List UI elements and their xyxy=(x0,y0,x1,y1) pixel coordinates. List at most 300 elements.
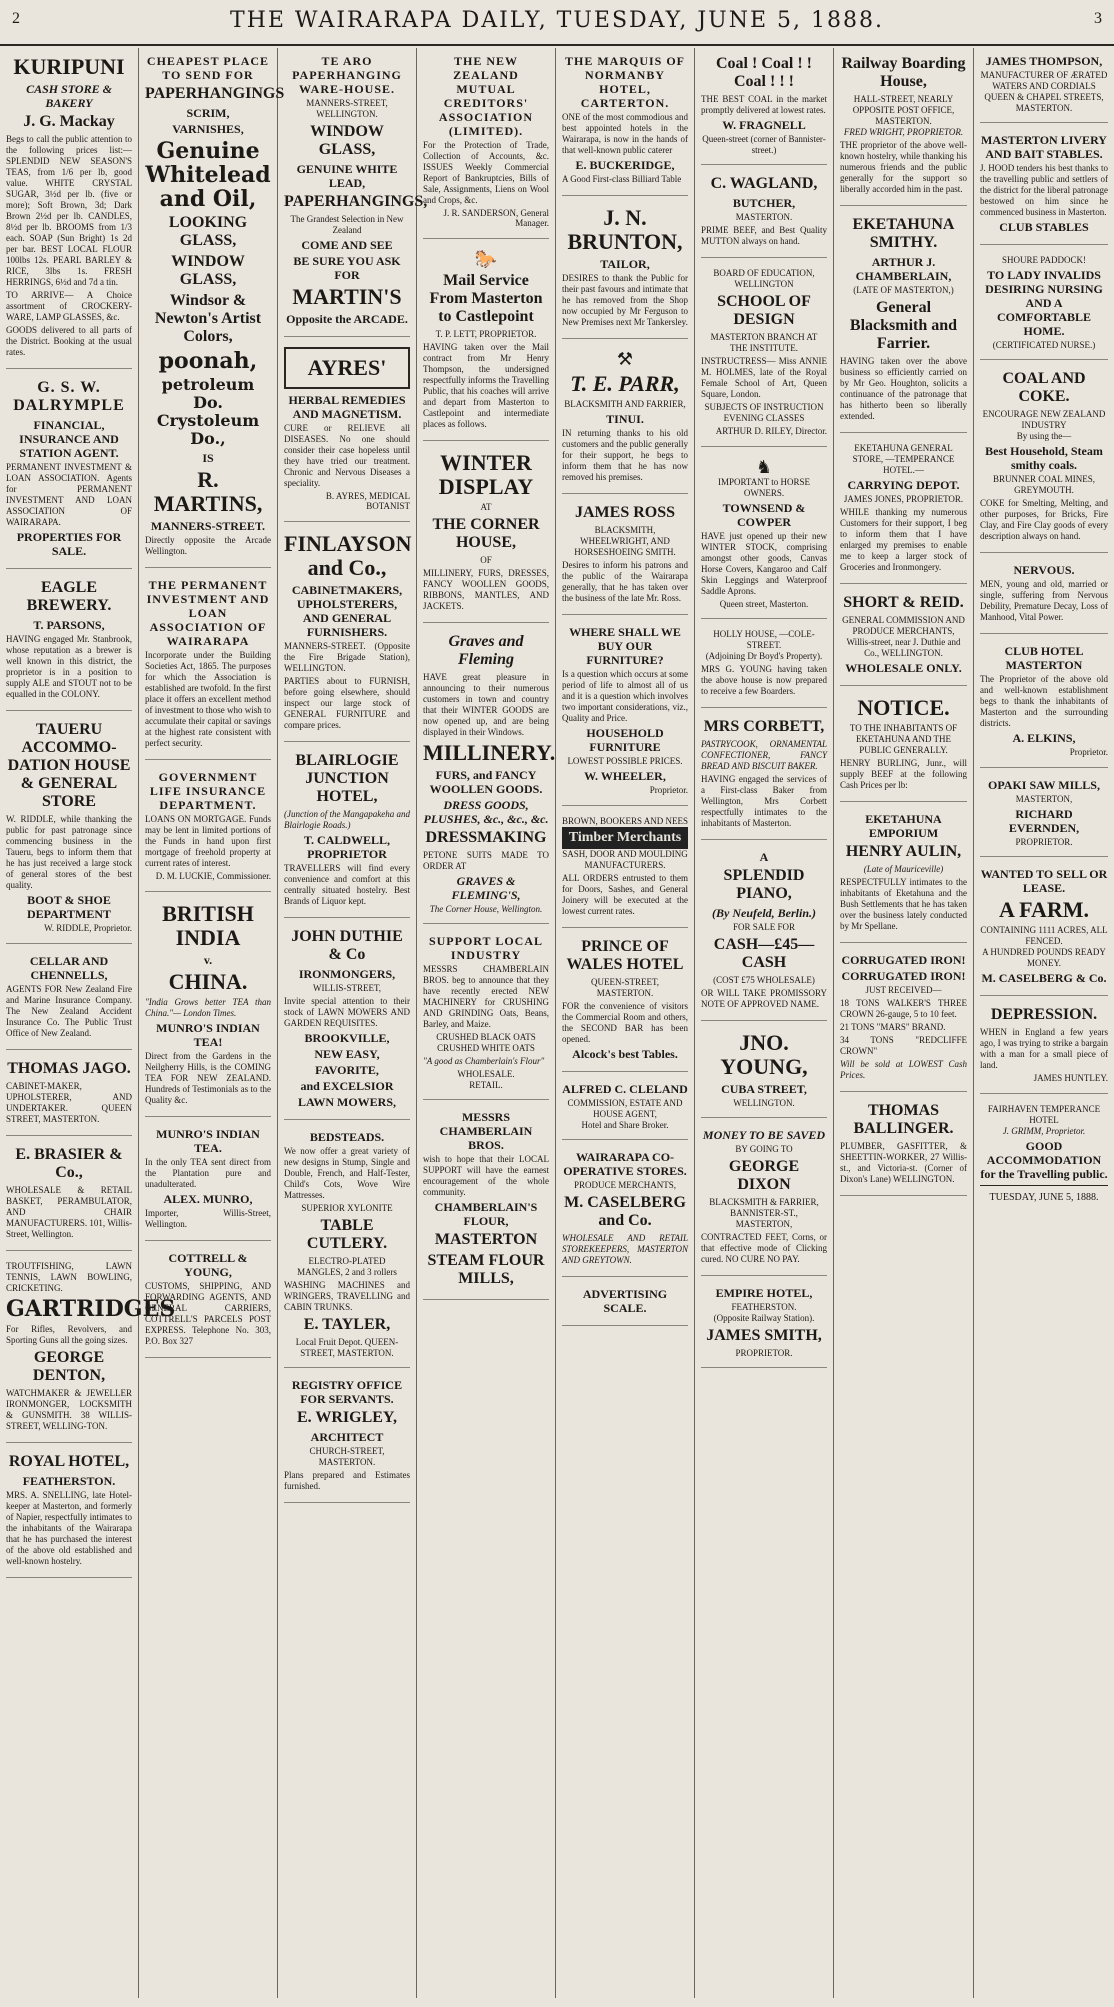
ad-wagland-butcher xyxy=(701,175,827,258)
ad-body: Direct from the Gardens in the Neilgherry Hills, is the COMING TEA FOR NEW ZEALAND. Hundreds of Testimonials as to the Quality &c. xyxy=(145,1051,271,1105)
ad-title: THE NEW ZEALAND MUTUAL CREDITORS' ASSOCIATION (LIMITED). xyxy=(438,54,534,138)
ad-body: GOOD ACCOMMODATION for the Travelling public. xyxy=(980,1139,1108,1181)
ad-versus: v. xyxy=(203,953,213,967)
ad-line: 34 TONS "REDCLIFFE CROWN" xyxy=(840,1035,967,1056)
ad-quote: "India Grows better TEA than China."— London Times. xyxy=(145,997,271,1018)
ad-line: TABLE CUTLERY. xyxy=(306,1217,388,1252)
ad-line: CRUSHED BLACK OATS xyxy=(436,1032,536,1042)
ad-title: SPLENDID PIANO, xyxy=(723,867,805,902)
ad-body: For Rifles, Revolvers, and Sporting Guns all the going sizes. xyxy=(6,1324,132,1345)
ad-title-2: CHINA. xyxy=(168,969,248,994)
ad-subtitle: TAILOR, xyxy=(600,257,650,271)
ad-signature: PROPRIETOR. xyxy=(1015,837,1073,847)
ad-body: W. RIDDLE, while thanking the public for past patronage since commencing business in the Taueru, begs to inform them that he has just received a large stock of general stores of the best quality. xyxy=(6,814,132,890)
ad-title: EKETAHUNA GENERAL STORE, —TEMPERANCE HOTEL.— xyxy=(852,443,955,475)
ad-coal xyxy=(701,55,827,165)
ad-subtitle: Hotel and Share Broker. xyxy=(581,1120,669,1130)
ad-farm-for-sale xyxy=(980,867,1108,996)
ad-body: CONTAINING 1111 ACRES, ALL FENCED. xyxy=(980,925,1108,946)
ad-splendid-piano xyxy=(701,850,827,1021)
ad-subtitle: PRODUCE MERCHANTS, xyxy=(573,1180,676,1190)
ad-line: PAPERHANGINGS xyxy=(145,85,285,102)
ad-body: PERMANENT INVESTMENT & LOAN ASSOCIATION. Agents for PERMANENT INVESTMENT AND LOAN ASSOCIATION OF WAIRARAPA. xyxy=(6,462,132,527)
ad-title: Mail Service From Masterton to Castlepoint xyxy=(429,272,543,325)
ad-fairhaven-hotel xyxy=(980,1104,1108,1211)
ad-title: OPAKI SAW MILLS, xyxy=(988,778,1100,792)
ad-signature: Proprietor. xyxy=(1069,747,1108,757)
ad-body: ALL ORDERS entrusted to them for Doors, Sashes, and General Joinery will be executed at the lowest current rates. xyxy=(562,873,688,916)
ad-line: SCRIM, xyxy=(186,106,230,120)
ad-body: We now offer a great variety of new designs in Stump, Single and Double, French, and Half-Tester, Child's Cots, Wove Wire Mattresses. xyxy=(284,1146,410,1200)
ad-subtitle: SUPERIOR XYLONITE xyxy=(301,1203,393,1213)
ad-subtitle: MUNRO'S INDIAN TEA! xyxy=(156,1021,260,1049)
ad-name: GEORGE DIXON xyxy=(728,1158,800,1193)
ad-line: Genuine Whitelead and Oil, xyxy=(145,138,271,212)
ad-british-india-tea xyxy=(145,902,271,1117)
ad-title: CORRUGATED IRON! xyxy=(841,953,966,967)
ad-tail: Will be sold at LOWEST Cash Prices. xyxy=(840,1059,967,1080)
ad-name: W. WHEELER, xyxy=(584,769,666,783)
ad-name: R. MARTINS, xyxy=(153,467,263,516)
ad-line: and EXCELSIOR xyxy=(300,1079,394,1093)
ad-line: FOR SALE FOR xyxy=(732,922,795,932)
ad-line: A xyxy=(759,850,769,864)
ad-subtitle: SASH, DOOR AND MOULDING MANUFACTURERS. xyxy=(562,849,688,870)
ad-subtitle: (LATE OF MASTERTON,) xyxy=(853,285,954,295)
ad-name: RICHARD EVERNDEN, xyxy=(1008,807,1080,835)
ad-line: IS xyxy=(202,451,214,465)
ad-title: NOTICE. xyxy=(857,695,950,720)
ad-body: PRIME BEEF, and Best Quality MUTTON always on hand. xyxy=(701,225,827,246)
ad-name: E. BUCKERIDGE, xyxy=(575,158,675,172)
ad-bedsteads xyxy=(284,1130,410,1368)
ad-name: A. ELKINS, xyxy=(1012,731,1076,745)
ad-address: Queen-street (corner of Bannister-street.) xyxy=(702,134,826,155)
ad-mail-service xyxy=(423,249,549,441)
ad-address: QUEEN & CHAPEL STREETS, MASTERTON. xyxy=(984,92,1104,113)
ad-title: Graves and Fleming xyxy=(448,633,524,668)
ad-line: WINDOW GLASS, xyxy=(310,123,384,158)
ad-subtitle: BOOT & SHOE DEPARTMENT xyxy=(26,893,112,921)
ad-body: COKE for Smelting, Melting, and other purposes, for Bricks, Fire Clay, and Fire Clay goods of every description always on hand. xyxy=(980,498,1108,541)
ad-signature: Proprietor. xyxy=(649,785,688,795)
ad-address: MASTERTON. xyxy=(735,212,793,222)
ad-title: THOMAS JAGO. xyxy=(7,1060,131,1077)
column-3 xyxy=(278,48,428,1998)
ad-list-heading: PROPERTIES FOR SALE. xyxy=(16,530,122,558)
ad-address: HALL-STREET, NEARLY OPPOSITE POST OFFICE, MASTERTON. xyxy=(852,94,955,126)
ad-body: INSTRUCTRESS— Miss ANNIE M. HOLMES, late of the Royal Female School of Art, Queen Square, London. xyxy=(701,356,827,399)
ad-title: EAGLE BREWERY. xyxy=(26,579,112,614)
ad-body: Directly opposite the Arcade Wellington. xyxy=(145,535,271,556)
ad-name: W. FRAGNELL xyxy=(722,118,806,132)
ad-title: BRITISH INDIA xyxy=(162,901,254,950)
ad-tail: STEAM FLOUR MILLS, xyxy=(427,1252,545,1287)
ad-holly-house xyxy=(701,629,827,708)
ad-price: CASH—£45—CASH xyxy=(713,936,815,971)
ad-marquis-normanby xyxy=(562,54,688,196)
ad-body: PETONE SUITS MADE TO ORDER AT xyxy=(423,850,549,871)
ad-title: AYRES' xyxy=(307,355,387,380)
ad-title: COAL AND COKE. xyxy=(1002,370,1086,405)
ad-name: T. CALDWELL, PROPRIETOR xyxy=(303,833,391,861)
ad-subtitle: (CERTIFICATED NURSE.) xyxy=(992,340,1096,350)
ad-subtitle: ARCHITECT xyxy=(310,1430,384,1444)
ad-line: 18 TONS WALKER'S THREE CROWN 26-gauge, 5 to 10 feet. xyxy=(840,998,967,1019)
ad-line: WINDOW GLASS, xyxy=(171,253,245,288)
ad-address: MASTERTON, xyxy=(1015,794,1073,804)
ad-title: THE MARQUIS OF NORMANBY HOTEL, CARTERTON. xyxy=(564,54,685,110)
ad-cottrell-young xyxy=(145,1251,271,1358)
ad-line: 21 TONS "MARS" BRAND. xyxy=(840,1022,946,1032)
ad-brasier xyxy=(6,1146,132,1251)
ad-address: Queen street, Masterton. xyxy=(719,599,809,609)
ad-subtitle: WHOLESALE. xyxy=(457,1069,515,1079)
ad-name: MARTIN'S xyxy=(292,284,402,309)
ad-title: SHOURE PADDOCK! xyxy=(1002,255,1086,265)
ad-firm: GRAVES & FLEMING'S, xyxy=(451,874,521,902)
ad-mutual-creditors xyxy=(423,54,549,239)
ad-name: ARTHUR J. CHAMBERLAIN, xyxy=(855,255,952,283)
column-8 xyxy=(974,48,1114,1998)
ad-subtitle: (Opposite Railway Station). xyxy=(713,1313,815,1323)
ad-line: VARNISHES, xyxy=(172,122,244,136)
ad-subtitle: EVENING CLASSES xyxy=(723,413,805,423)
ad-body: ONE of the most commodious and best appointed hotels in the Wairarapa, is now in the hands of that well-known public caterer xyxy=(562,112,688,155)
ad-body: Desires to inform his patrons and the public of the Wairarapa generally, that he has taken over the business of the late Mr. Ross. xyxy=(562,560,688,603)
footer-date: TUESDAY, JUNE 5, 1888. xyxy=(989,1192,1099,1203)
ad-subtitle: Timber Merchants xyxy=(562,827,688,849)
ad-title: ALFRED C. CLELAND xyxy=(562,1082,688,1096)
ad-address: Willis-street, near J. Duthie and Co., WELLINGTON. xyxy=(846,637,961,658)
ad-body: WHILE thanking my numerous Customers for their support, I beg to inform them that I have enlarged my premises to enable me to keep a larger stock of Groceries and Ironmongery. xyxy=(840,507,967,572)
ad-body: The Proprietor of the above old and well-known establishment begs to thank the inhabitants of Masterton and the surrounding districts. xyxy=(980,674,1108,728)
ad-body: Incorporate under the Building Societies Act, 1865. The purposes for which the Association is established are twofold. In the first place it offers an excellent method of investment to those who wish to accumulate their capital or savings at the highest rate consistent with perfect security. xyxy=(145,650,271,748)
ad-title: E. BRASIER & Co., xyxy=(15,1146,123,1181)
ad-depression xyxy=(980,1006,1108,1094)
ad-body: MRS G. YOUNG having taken the above house is now prepared to receive a few Boarders. xyxy=(701,664,827,696)
ad-eagle-brewery xyxy=(6,579,132,711)
ad-pretext: TROUTFISHING, LAWN TENNIS, LAWN BOWLING, CRICKETING. xyxy=(6,1261,132,1293)
ad-title: BOARD OF EDUCATION, WELLINGTON xyxy=(713,268,815,289)
ad-name: MASTERTON xyxy=(434,1231,538,1248)
ad-subtitle: LOWEST POSSIBLE PRICES. xyxy=(567,756,683,766)
ad-title: PRINCE OF WALES HOTEL xyxy=(566,938,684,973)
ad-address: WELLINGTON. xyxy=(733,1098,795,1108)
ad-subtitle: RETAIL. xyxy=(469,1080,503,1090)
ad-prince-of-wales xyxy=(562,938,688,1072)
ad-cleland xyxy=(562,1082,688,1140)
ad-timber-merchants xyxy=(562,816,688,928)
column-6 xyxy=(695,48,834,1998)
ad-subtitle: JUST RECEIVED— xyxy=(865,985,942,995)
ad-address: Importer, Willis-Street, Wellington. xyxy=(145,1208,271,1229)
ad-title: BROWN, BOOKERS AND NEES xyxy=(562,816,689,826)
ad-body: HAVE just opened up their new WINTER STOCK, comprising amongst other goods, Canvas Horse Covers, Kangaroo and Calf Skin Leggings and Waterproof Saddle Aprons. xyxy=(701,531,827,596)
ad-body: WHEN in England a few years ago, I was trying to strike a bargain with a man for a small piece of land. xyxy=(980,1027,1108,1070)
ad-signature: ARTHUR D. RILEY, Director. xyxy=(715,426,827,436)
ad-subtitle: CABINETMAKERS, UPHOLSTERERS, AND GENERAL FURNISHERS. xyxy=(291,583,403,639)
ad-body: In the only TEA sent direct from the Plantation pure and unadulterated. xyxy=(145,1157,271,1189)
ad-title: WANTED TO SELL OR LEASE. xyxy=(980,867,1108,895)
ad-body: PLUMBER, GASFITTER, & SHEETTIN-WORKER, 27 Willis-st., and Victoria-st. (Corner of Dixon's Lane) WELLINGTON. xyxy=(840,1141,967,1184)
anvil-icon: ⚒ xyxy=(616,349,634,369)
ad-subtitle: MANUFACTURER OF ÆRATED WATERS AND CORDIALS xyxy=(980,70,1108,91)
ad-nervous xyxy=(980,563,1108,634)
ad-martins-paperhangings xyxy=(145,54,285,568)
saddle-icon: ♞ xyxy=(755,457,773,477)
ad-tail: A HUNDRED POUNDS READY MONEY. xyxy=(982,947,1106,968)
ad-body: MRS. A. SNELLING, late Hotel-keeper at Masterton, and formerly of Napier, respectfully intimates to the inhabitants of the Wairarapa that he has purchased the interest of the above old established and well-known hostelry. xyxy=(6,1490,132,1566)
ad-signature: W. RIDDLE, Proprietor. xyxy=(44,923,132,933)
ad-title: Railway Boarding House, xyxy=(841,55,966,90)
ad-title: JOHN DUTHIE & Co xyxy=(291,928,403,963)
ad-title: EKETAHUNA EMPORIUM xyxy=(865,812,942,840)
ad-body: Begs to call the public attention to the following prices list:— SPLENDID NEW SEASON'S TEAS, from 1/6 per lb, good value. WHITE CRYSTAL SUGAR, 3½d per lb. (five or more); Soft Brown, 3d; Dark Brown 2½d per lb. CANDLES, 8½d per lb. BROOMS from 1/3 each. SOAP (Sun Bright) 1s 2d per bar. BEST LOCAL FLOUR 100lbs 12s. PEARL BARLEY & RICE, 3lbs 1s. FRESH HERRINGS, 6½d and 7d a tin. xyxy=(6,134,132,287)
ad-shoure-paddock xyxy=(980,255,1108,360)
ad-line: petroleum Do. Crystoleum Do., xyxy=(156,375,260,448)
ad-body: THE BEST COAL in the market promptly delivered at lowest rates. xyxy=(701,94,827,115)
ad-subtitle: DRESS GOODS, PLUSHES, &c., &c., &c. xyxy=(423,798,549,826)
ad-title: IMPORTANT to HORSE OWNERS. xyxy=(717,477,811,498)
ad-name: J. GRIMM, Proprietor. xyxy=(1002,1126,1086,1136)
ad-subtitle: HERBAL REMEDIES AND MAGNETISM. xyxy=(288,393,406,421)
ad-title: THOMAS BALLINGER. xyxy=(853,1102,954,1137)
ad-george-dixon xyxy=(701,1128,827,1276)
ad-signature: J. R. SANDERSON, General Manager. xyxy=(443,208,549,228)
ad-govt-life-insurance xyxy=(145,770,271,892)
ad-body: MILLINERY, FURS, DRESSES, FANCY WOOLLEN GOODS, RIBBONS, MANTLES, AND JACKETS. xyxy=(423,568,549,611)
ad-empire-hotel xyxy=(701,1286,827,1368)
ad-subtitle: COMMISSION, ESTATE AND HOUSE AGENT, xyxy=(567,1098,683,1119)
ad-body: wish to hope that their LOCAL SUPPORT will have the earnest encouragement of the whole community. xyxy=(423,1154,549,1197)
ad-body: RESPECTFULLY intimates to the inhabitants of Eketahuna and the Bush Settlements that he has taken over the business lately conducted by Mr Spellane. xyxy=(840,877,967,931)
ad-line: ELECTRO-PLATED xyxy=(308,1256,386,1266)
ad-title: SHORT & REID. xyxy=(843,594,964,611)
ad-signature: PROPRIETOR. xyxy=(735,1348,793,1358)
ad-subtitle: Best Household, Steam smithy coals. xyxy=(985,444,1103,472)
column-2 xyxy=(139,48,285,1998)
ad-subtitle: TO THE INHABITANTS OF EKETAHUNA AND THE PUBLIC GENERALLY. xyxy=(849,723,958,755)
ad-body: CUSTOMS, SHIPPING, AND FORWARDING AGENTS, AND GENERAL CARRIERS, COTTRELL'S PARCELS POST EXPRESS. Telephone No. 303, P.O. Box 327 xyxy=(145,1281,271,1346)
ad-title: MRS CORBETT, xyxy=(703,718,825,735)
ad-body: IN returning thanks to his old customers and the public generally for their support, he begs to inform them that he has now removed his premises. xyxy=(562,428,688,482)
ad-title: CELLAR AND CHENNELLS, xyxy=(29,954,109,982)
ad-subtitle: DRESSMAKING xyxy=(425,829,547,846)
ad-body: GOODS delivered to all parts of the District. Booking at the usual rates. xyxy=(6,325,132,357)
ad-john-duthie xyxy=(284,928,410,1120)
ad-title: WHERE SHALL WE BUY OUR FURNITURE? xyxy=(569,625,681,667)
ad-te-aro-warehouse xyxy=(284,54,428,337)
ad-title-2: CORRUGATED IRON! xyxy=(841,969,966,983)
ad-name: T. PARSONS, xyxy=(33,618,105,632)
ad-title: HOLLY HOUSE, —COLE-STREET. xyxy=(713,629,815,650)
ad-body: CONTRACTED FEET, Corns, or that effective mode of Clicking cured. NO CURE NO PAY. xyxy=(701,1232,827,1264)
ad-line: The Grandest Selection in New Zealand xyxy=(290,214,404,235)
ad-line: COME AND SEE xyxy=(301,238,393,252)
ad-title: FAIRHAVEN TEMPERANCE HOTEL xyxy=(987,1104,1101,1125)
ad-subtitle: MANNERS-STREET, WELLINGTON. xyxy=(306,98,388,119)
ad-title: MESSRS CHAMBERLAIN BROS. xyxy=(439,1110,533,1152)
ad-body: Invite special attention to their stock of LAWN MOWERS AND GARDEN REQUISITES. xyxy=(284,996,410,1028)
ad-club-hotel xyxy=(980,644,1108,768)
ad-james-ross xyxy=(562,504,688,615)
ad-signature: B. AYRES, MEDICAL BOTANIST xyxy=(325,491,410,511)
ad-title: Coal ! Coal ! ! Coal ! ! ! xyxy=(716,55,812,90)
ad-title: JNO. YOUNG, xyxy=(720,1030,808,1079)
ad-title: WINTER DISPLAY xyxy=(438,450,534,499)
column-1 xyxy=(0,48,176,1998)
ad-address: BLACKSMITH & FARRIER, BANNISTER-ST., MASTERTON, xyxy=(709,1197,819,1229)
page-number-left: 2 xyxy=(12,10,20,27)
ad-finlayson xyxy=(284,532,410,742)
ad-name: FRED WRIGHT, PROPRIETOR. xyxy=(843,127,964,137)
ad-corrugated-iron xyxy=(840,953,967,1092)
ad-furniture xyxy=(562,625,688,806)
ad-title: TE ARO PAPERHANGING WARE-HOUSE. xyxy=(292,54,402,96)
ad-subtitle: A FARM. xyxy=(998,897,1090,922)
ad-title: FINLAYSON and Co., xyxy=(284,531,412,580)
ad-coal-and-coke xyxy=(980,370,1108,553)
ad-subtitle: By using the— xyxy=(1016,431,1072,441)
ad-title: WAIRARAPA CO-OPERATIVE STORES. xyxy=(563,1150,687,1178)
ad-signature: JAMES HUNTLEY. xyxy=(1033,1073,1108,1083)
ad-address: WATCHMAKER & JEWELLER IRONMONGER, LOCKSMITH & GUNSMITH. 38 WILLIS-STREET, WELLING-TON. xyxy=(6,1388,132,1431)
ad-name: J. G. Mackay xyxy=(23,113,115,130)
ad-title: JAMES THOMPSON, xyxy=(985,54,1103,68)
ad-address: WHOLESALE AND RETAIL STOREKEEPERS, MASTERTON AND GREYTOWN. xyxy=(562,1233,688,1265)
ad-railway-boarding xyxy=(840,55,967,206)
ad-quote: "A good as Chamberlain's Flour" xyxy=(423,1056,545,1066)
ad-subtitle: Alcock's best Tables. xyxy=(572,1047,678,1061)
ad-body: AGENTS FOR New Zealand Fire and Marine Insurance Company. The New Zealand Accident Insurance Co. The Public Trust Office of New Zealand. xyxy=(6,984,132,1038)
ad-line: CRUSHED WHITE OATS xyxy=(437,1043,535,1053)
ad-line: BE SURE YOU ASK FOR xyxy=(293,254,401,282)
ad-body: For the Protection of Trade, Collection of Accounts, &c. ISSUES Weekly Commercial Report of Bankruptcies, Bills of Sale, Assignments, Liens on Wool and Crops, &c. xyxy=(423,140,549,205)
ad-title: JAMES ROSS xyxy=(574,504,676,521)
ad-subtitle: MASTERTON BRANCH AT THE INSTITUTE. xyxy=(710,332,818,353)
ad-subtitle: General Blacksmith and Farrier. xyxy=(849,299,958,352)
ad-wrigley xyxy=(284,1378,410,1503)
ad-body: HAVING taken over the Mail contract from Mr Henry Thompson, the undersigned respectfully informs the Travelling Public, that his coaches will arrive and depart from Masterton to Castlepoint and intermediate places as follows. xyxy=(423,342,549,429)
ad-name: HENRY AULIN, xyxy=(845,843,962,860)
ad-body: WHOLESALE & RETAIL BASKET, PERAMBULATOR, AND CHAIR MANUFACTURERS. 101, Willis-Street, Wellington. xyxy=(6,1185,132,1239)
ad-body: HAVING taken over the above business so efficiently carried on by Mr Geo. Houghton, solicits a continuance of the patronage that has hitherto been so liberally extended. xyxy=(840,356,967,421)
ad-body: FOR the convenience of visitors the Commercial Room and others, the SECOND BAR has been opened. xyxy=(562,1001,688,1044)
ad-jno-young xyxy=(701,1031,827,1118)
ad-parr-blacksmith xyxy=(562,349,688,494)
ad-title: MASTERTON LIVERY AND BAIT STABLES. xyxy=(981,133,1107,161)
masthead xyxy=(0,0,1114,46)
ad-title: COTTRELL & YOUNG, xyxy=(168,1251,248,1279)
column-4 xyxy=(417,48,556,1998)
ad-name: T. P. LETT, PROPRIETOR. xyxy=(435,329,537,339)
ad-subtitle: FINANCIAL, INSURANCE AND STATION AGENT. xyxy=(19,418,119,460)
ad-dalrymple xyxy=(6,379,132,569)
ad-title: CHEAPEST PLACE TO SEND FOR xyxy=(146,54,270,82)
ad-body: CABINET-MAKER, UPHOLSTERER, AND UNDERTAKER. QUEEN STREET, MASTERTON. xyxy=(6,1081,132,1124)
ad-title: ADVERTISING SCALE. xyxy=(582,1287,668,1315)
ad-name: E. WRIGLEY, xyxy=(296,1409,398,1426)
ad-subtitle: SCHOOL OF DESIGN xyxy=(717,293,811,328)
ad-tail: A Good First-class Billiard Table xyxy=(562,174,682,184)
ad-body: TO ARRIVE— A Choice assortment of CROCKERY-WARE, LAMP GLASSES, &c. xyxy=(6,290,132,322)
ad-subtitle: TINUI. xyxy=(606,412,644,426)
ad-eketahuna-store xyxy=(840,443,967,584)
ad-title: THE PERMANENT INVESTMENT AND LOAN ASSOCIATION OF WAIRARAPA xyxy=(146,578,270,648)
ad-body: TRAVELLERS will find every convenience and comfort at this centrally situated hostelry. Best Brands of Liquor kept. xyxy=(284,863,410,906)
ad-notice-burling xyxy=(840,696,967,802)
ad-short-reid xyxy=(840,594,967,686)
coach-icon: 🐎 xyxy=(474,249,498,269)
ad-subtitle: BRUNNER COAL MINES, GREYMOUTH. xyxy=(993,474,1095,495)
ad-name: E. TAYLER, xyxy=(303,1316,391,1333)
ad-title: KURIPUNI xyxy=(13,54,125,79)
ad-body: MESSRS CHAMBERLAIN BROS. beg to announce that they have recently erected NEW MACHINERY for CRUSHING AND GRINDING Oats, Beans, Barley, and Maize. xyxy=(423,964,549,1029)
ad-cost: (COST £75 WHOLESALE) xyxy=(713,975,815,985)
ad-taueru-house xyxy=(6,721,132,944)
ad-eketahuna-emporium xyxy=(840,812,967,943)
ad-title: REGISTRY OFFICE FOR SERVANTS. xyxy=(291,1378,403,1406)
ad-subtitle: PASTRYCOOK, ORNAMENTAL CONFECTIONER, FANCY BREAD AND BISCUIT BAKER. xyxy=(701,739,827,771)
ad-subtitle: CLUB STABLES xyxy=(999,220,1089,234)
ad-firm-address: The Corner House, Wellington. xyxy=(429,904,543,914)
ad-body: THE proprietor of the above well-known hostelry, while thanking his numerous friends and the public generally for the support so liberally accorded him in the past. xyxy=(840,140,967,194)
ad-body: HAVE great pleasure in announcing to their numerous customers in town and country that their WINTER GOODS are now opened up, and are being displayed in their Windows. xyxy=(423,672,549,737)
ad-gartridges xyxy=(6,1261,176,1443)
ad-title: ROYAL HOTEL, xyxy=(8,1453,130,1470)
ad-place: THE CORNER HOUSE, xyxy=(432,516,540,551)
ad-permanent-investment xyxy=(145,578,271,760)
ad-line: Windsor & Newton's Artist Colors, xyxy=(154,292,262,345)
ad-body: MEN, young and old, married or single, suffering from Nervous Debility, Premature Decay, Loss of Manhood, Vital Power. xyxy=(980,579,1108,622)
ad-title: EKETAHUNA SMITHY. xyxy=(852,216,955,251)
ad-name: M. CASELBERG & Co. xyxy=(981,971,1107,985)
ad-james-thompson xyxy=(980,54,1108,123)
ad-title: BLAIRLOGIE JUNCTION HOTEL, xyxy=(295,752,399,805)
ad-body: HENRY BURLING, Junr., will supply BEEF at the following Cash Prices per lb: xyxy=(840,758,967,790)
ad-line: OF xyxy=(480,555,492,565)
ad-subtitle: FEATHERSTON. xyxy=(22,1474,116,1488)
ad-address: Opposite the ARCADE. xyxy=(286,312,408,326)
ad-title: NERVOUS. xyxy=(1013,563,1075,577)
ad-munro-tea xyxy=(145,1127,271,1241)
ad-royal-hotel xyxy=(6,1453,132,1578)
ad-line: MANGLES, 2 and 3 rollers xyxy=(297,1267,397,1277)
ad-name: ALEX. MUNRO, xyxy=(163,1192,253,1206)
ad-subtitle: QUEEN-STREET, MASTERTON. xyxy=(590,977,660,998)
ad-name: GEORGE DENTON, xyxy=(32,1349,106,1384)
ad-subtitle: CARRYING DEPOT. xyxy=(847,478,960,492)
ad-livery-stables xyxy=(980,133,1108,245)
ad-line: NEW EASY, xyxy=(314,1047,380,1061)
ad-body: DESIRES to thank the Public for their past favours and intimate that he has removed from the Shop now occupied by Mr Ferguson to New Premises next Mr Tankersley. xyxy=(562,273,688,327)
ad-advertising-scale xyxy=(562,1287,688,1326)
ayres-banner xyxy=(284,347,410,389)
ad-line: PAPERHANGINGS, xyxy=(284,193,428,210)
ad-title: TAUERU ACCOMMO-DATION HOUSE & GENERAL STORE xyxy=(7,721,131,810)
ad-blairlogie-hotel xyxy=(284,752,410,918)
ad-title: J. N. BRUNTON, xyxy=(567,205,683,254)
ad-line: AT xyxy=(480,502,492,512)
ad-body: TO LADY INVALIDS DESIRING NURSING AND A COMFORTABLE HOME. xyxy=(985,268,1103,338)
ad-line: GENUINE WHITE LEAD, xyxy=(296,162,398,190)
ad-subtitle: IRONMONGERS, xyxy=(298,967,396,981)
ad-body: CURE or RELIEVE all DISEASES. No one should consider their case hopeless until they have tried our treatment. Chronic and Nervous Diseases a speciality. xyxy=(284,423,410,488)
ad-title: G. S. W. DALRYMPLE xyxy=(13,379,125,414)
ad-body: PARTIES about to FURNISH, before going elsewhere, should inspect our large stock of GENERAL FURNITURE and compare prices. xyxy=(284,676,410,730)
ad-chamberlain-bros xyxy=(423,1110,549,1300)
